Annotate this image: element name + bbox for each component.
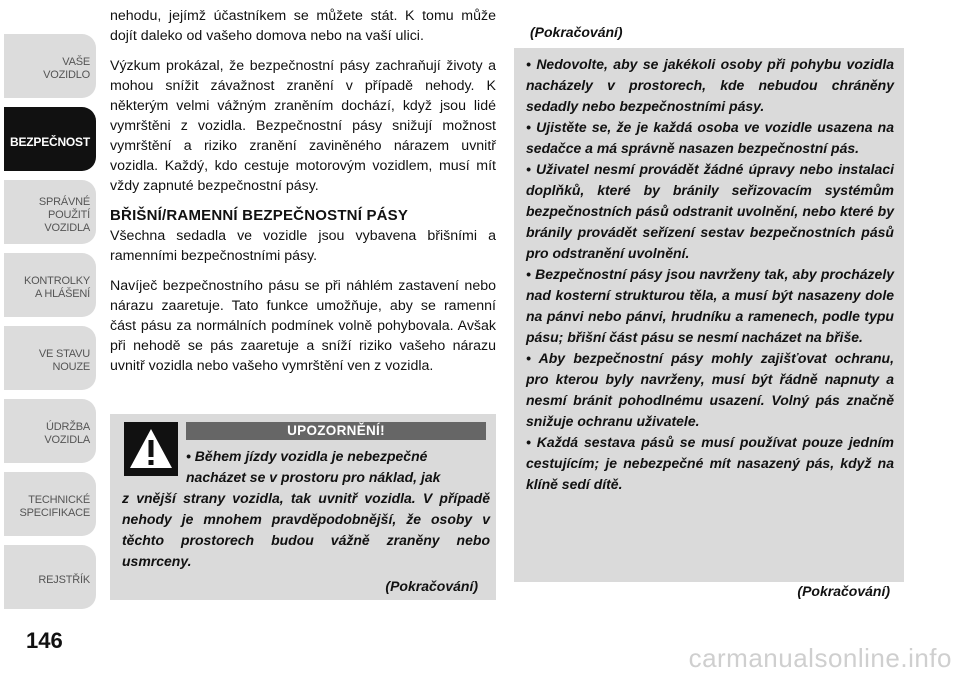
warning-line: z vnější strany vozidla, tak uvnitř vozidla. V případě nehody je mnohem pravděpodobnější, že osoby v těchto prostorech budou vážně zraněny nebo usmrceny. bbox=[122, 490, 490, 569]
tab-label: NOUZE bbox=[52, 361, 90, 373]
paragraph: Všechna sedadla ve vozidle jsou vybavena břišními a ramenními bezpečnostními pásy. bbox=[110, 228, 496, 264]
tab-label: VE STAVU bbox=[38, 348, 90, 360]
continued-footer: (Pokračování) bbox=[797, 583, 890, 599]
warning-title: UPOZORNĚNÍ! bbox=[186, 422, 486, 440]
warning-bullet: • Aby bezpečnostní pásy mohly zajišťovat ochranu, pro kterou byly navrženy, musí být řádně napnuty a nesmí bránit pohodlnému usazení. Volný pás značně snižuje ochranu uživatele. bbox=[526, 350, 894, 429]
tab-label: BEZPEČNOST bbox=[9, 134, 90, 149]
tab-kontrolky[interactable] bbox=[4, 253, 96, 317]
section-heading: BŘIŠNÍ/RAMENNÍ BEZPEČNOSTNÍ PÁSY bbox=[110, 207, 409, 224]
warning-text bbox=[122, 446, 490, 572]
paragraph: nehodu, jejímž účastníkem se můžete stát. K tomu může dojít daleko od vašeho domova nebo na vaší ulici. bbox=[110, 8, 496, 44]
tab-label: SPRÁVNÉ bbox=[38, 195, 90, 208]
warning-continuation-box bbox=[514, 48, 904, 582]
watermark: carmanualsonline.info bbox=[688, 643, 952, 673]
continued-header: (Pokračování) bbox=[530, 24, 623, 40]
tab-label: VAŠE bbox=[62, 56, 90, 68]
page-number: 146 bbox=[26, 628, 63, 653]
warning-line: • Během jízdy vozidla je nebezpečné bbox=[186, 448, 428, 464]
tab-label: ÚDRŽBA bbox=[45, 421, 90, 433]
tab-label: TECHNICKÉ bbox=[28, 494, 90, 506]
tab-label: A HLÁŠENÍ bbox=[34, 288, 90, 300]
tab-label: KONTROLKY bbox=[23, 275, 90, 287]
tab-udrzba-vozidla[interactable] bbox=[4, 399, 96, 463]
paragraph: Navíječ bezpečnostního pásu se při náhlém zastavení nebo nárazu zaaretuje. Tato funkce umožňuje, aby se ramenní část pásu za normálních podmínek volně pohybovala. Avšak při nehodě se pás zaaretuje a sníží riziko vašeho nárazu uvnitř vozidla nebo vašeho vymrštění ven z vozidla. bbox=[110, 278, 496, 374]
paragraph: Výzkum prokázal, že bezpečnostní pásy zachraňují životy a mohou snížit závažnost zranění v případě nehody. K některým velmi vážným zraněním dochází, když jsou lidé vymrštěni z vozidla. Bezpečnostní pásy snižují možnost vymrštění a riziko zranění zaviněného nárazem uvnitř vozidla. Každý, kdo cestuje motorovým vozidlem, musí mít vždy zapnuté bezpečnostní pásy. bbox=[110, 58, 496, 194]
warning-bullet: • Bezpečnostní pásy jsou navrženy tak, aby procházely nad kosterní strukturou těla, a musí být nasazeny dole na pánvi nebo pánvi, hrudníku a ramenech, podle typu pásu; břišní část pásu se nesmí nacházet na břiše. bbox=[526, 266, 894, 345]
warning-bullet: • Ujistěte se, že je každá osoba ve vozidle usazena na sedačce a má správně nasazen bezpečnostní pás. bbox=[526, 119, 894, 156]
warning-bullet: • Nedovolte, aby se jakékoli osoby při pohybu vozidla nacházely v prostorech, kde nebudou chráněny sedadly nebo bezpečnostními pásy. bbox=[526, 56, 894, 114]
left-column bbox=[110, 6, 496, 386]
tab-label: VOZIDLA bbox=[44, 221, 90, 234]
warning-bullet: • Každá sestava pásů se musí používat pouze jedním cestujícím; je nebezpečné mít nasazený pás, když na klíně sedí dítě. bbox=[526, 434, 894, 492]
tab-bezpecnost[interactable] bbox=[4, 107, 96, 171]
tab-ve-stavu-nouze[interactable] bbox=[4, 326, 96, 390]
warning-bullet: • Uživatel nesmí provádět žádné úpravy nebo instalaci doplňků, které by bránily seřizovacím systémům bezpečnostních pásů odstranit uvolnění, nebo které by bránily provádět seřízení sestav bezpečnostních pásů pro odstranění uvolnění. bbox=[526, 161, 894, 261]
tab-label: VOZIDLO bbox=[43, 69, 90, 81]
chapter-sidebar bbox=[0, 0, 100, 678]
tab-rejstrik[interactable] bbox=[4, 545, 96, 609]
tab-label: POUŽITÍ bbox=[48, 208, 90, 221]
tab-vase-vozidlo[interactable] bbox=[4, 34, 96, 98]
warning-line: nacházet se v prostoru pro náklad, jak bbox=[186, 469, 441, 485]
continued-label: (Pokračování) bbox=[385, 578, 478, 594]
tab-spravne-pouziti-vozidla[interactable] bbox=[4, 180, 96, 244]
tab-label: VOZIDLA bbox=[44, 434, 90, 446]
tab-technicke-specifikace[interactable] bbox=[4, 472, 96, 536]
warning-box bbox=[110, 414, 496, 600]
tab-label: REJSTŘÍK bbox=[38, 573, 90, 586]
tab-label: SPECIFIKACE bbox=[19, 507, 90, 519]
